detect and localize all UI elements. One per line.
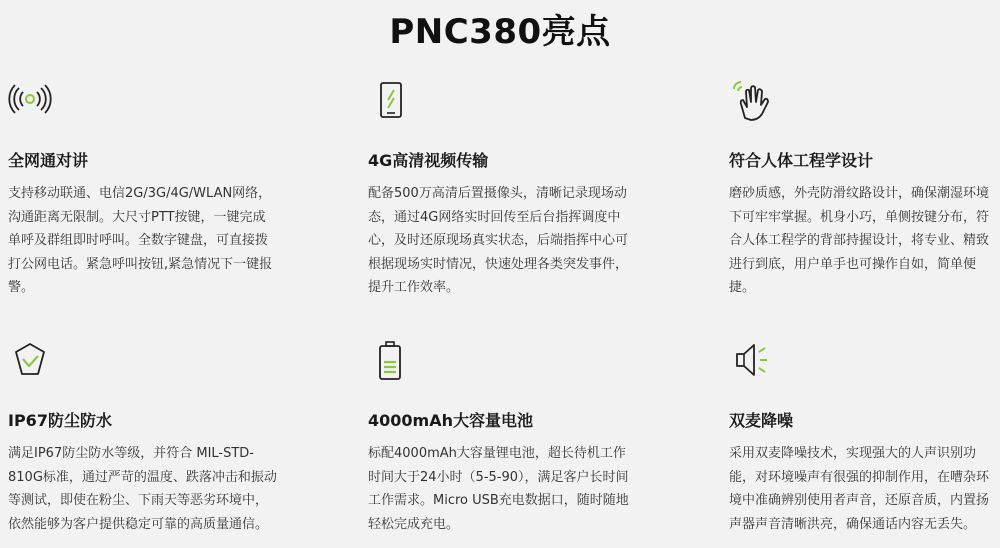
- hand-wave-icon: [729, 80, 773, 124]
- signal-waves-icon: [8, 80, 52, 124]
- feature-description: 满足IP67防尘防水等级，并符合 MIL-STD-810G标准，通过严苛的温度、跌落冲击和振动等测试，即使在粉尘、下雨天等恶劣环境中，依然能够为客户提供稳定可靠的高质量通信。: [8, 446, 277, 532]
- page-title: PNC380亮点: [389, 12, 611, 52]
- feature-description: 配备500万高清后置摄像头，清晰记录现场动态，通过4G网络实时回传至后台指挥调度中心，及时还原现场真实状态，后端指挥中心可根据现场实时情况，快速处理各类突发事件，提升工作效率。: [368, 186, 629, 295]
- feature-title: 符合人体工程学设计: [729, 151, 874, 170]
- battery-icon: [368, 340, 412, 384]
- feature-title: 4G高清视频传输: [368, 151, 489, 170]
- feature-description: 标配4000mAh大容量锂电池，超长待机工作时间大于24小时（5-5-90），满足客户长时间工作需求。Micro USB充电数据口，随时随地轻松完成充电。: [368, 446, 629, 532]
- feature-title: 4000mAh大容量电池: [368, 411, 533, 430]
- speaker-icon: [729, 340, 773, 384]
- feature-title: 全网通对讲: [8, 151, 89, 170]
- feature-description: 采用双麦降噪技术，实现强大的人声识别功能，对环境噪声有很强的抑制作用，在嘈杂环境中准确辨别使用者声音，还原音质，内置扬声器声音清晰洪亮，确保通话内容无丢失。: [729, 446, 990, 532]
- feature-title: IP67防尘防水: [8, 411, 112, 430]
- feature-title: 双麦降噪: [729, 411, 794, 430]
- shield-check-icon: [8, 340, 52, 384]
- feature-description: 支持移动联通、电信2G/3G/4G/WLAN网络，沟通距离无限制。大尺寸PTT按键，一键完成单呼及群组即时呼叫。全数字键盘，可直接拨打公网电话。紧急呼叫按钮,紧急情况下一键报警。: [8, 186, 273, 295]
- smartphone-icon: [368, 80, 412, 124]
- feature-description: 磨砂质感，外壳防滑纹路设计，确保潮湿环境下可牢牢掌握。机身小巧，单侧按键分布，符合人体工程学的背部持握设计，将专业、精致进行到底，用户单手也可操作自如，简单便捷。: [729, 186, 990, 295]
